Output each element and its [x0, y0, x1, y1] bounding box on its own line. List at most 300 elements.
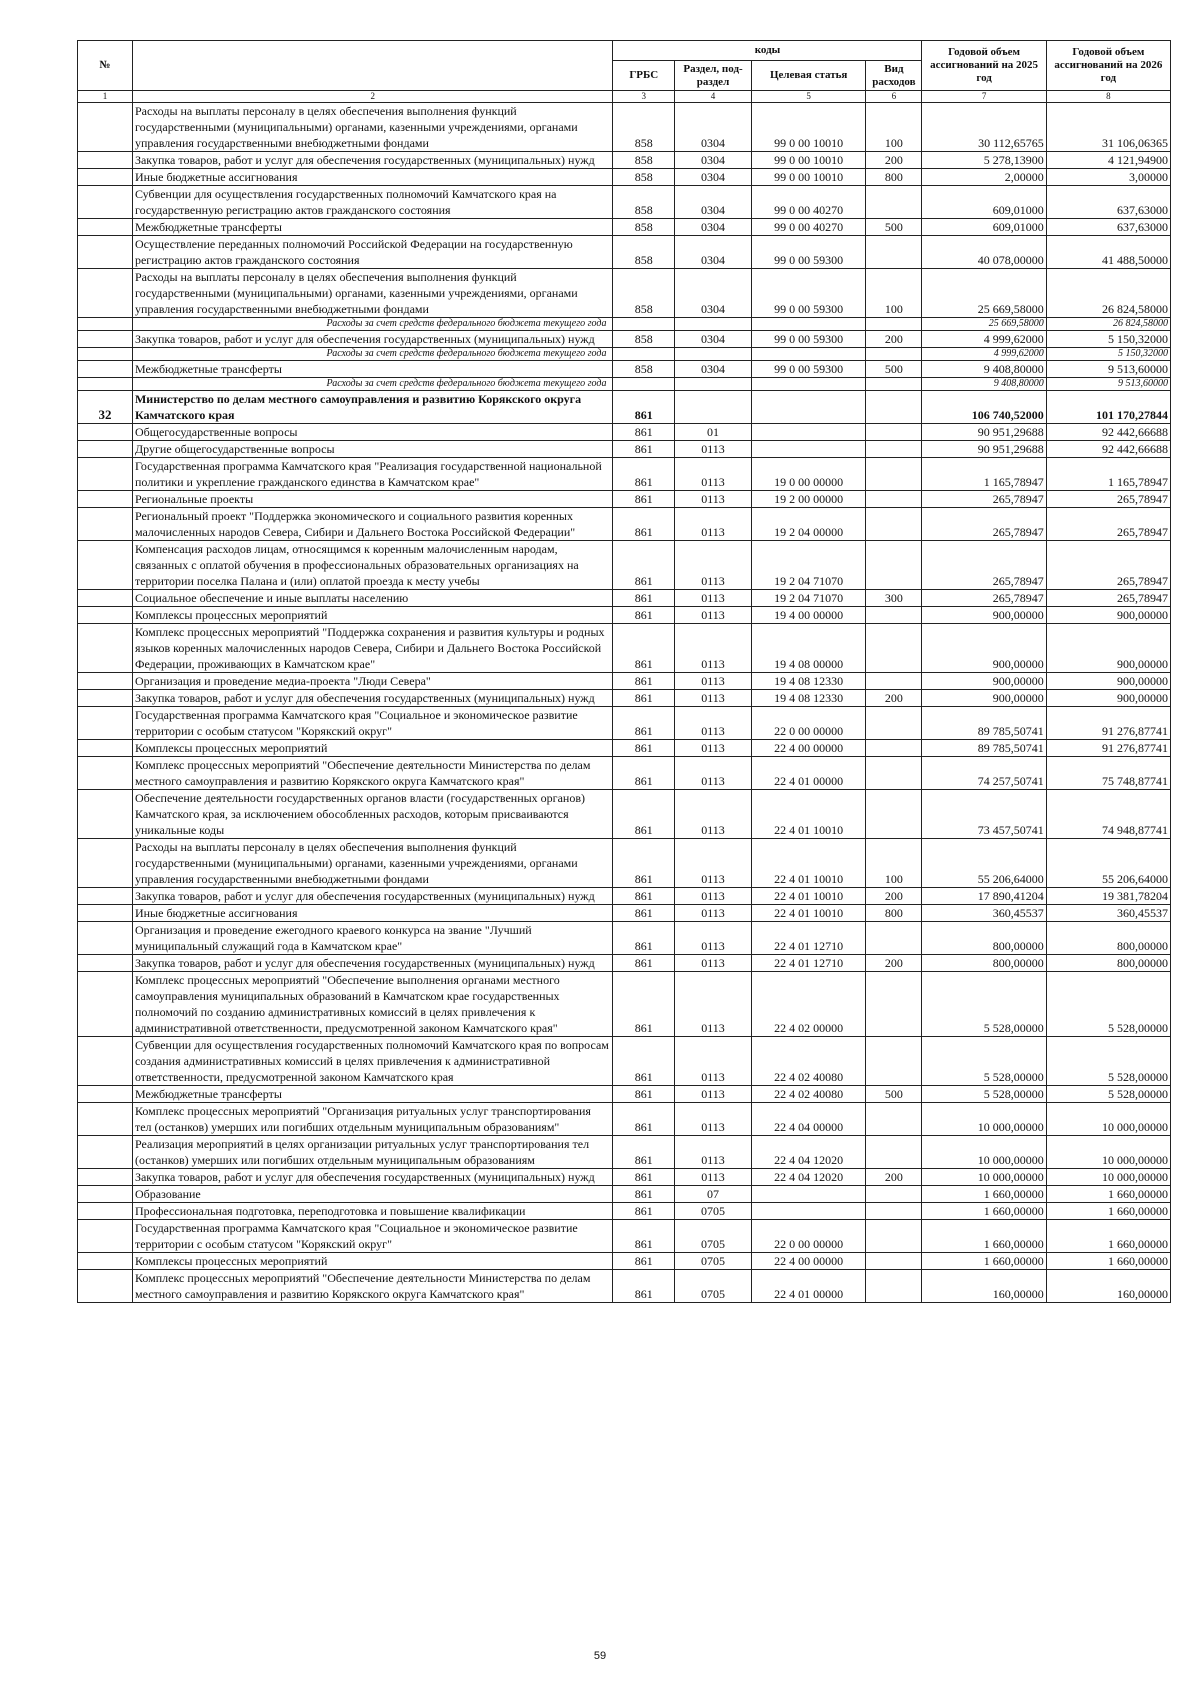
expense-name-cell: Государственная программа Камчатского края "Социальное и экономическое развитие территории с особым статусом "Корякский округ" [132, 707, 613, 740]
expense-name-cell: Закупка товаров, работ и услуг для обеспечения государственных (муниципальных) нужд [132, 152, 613, 169]
target-article-cell [752, 1186, 866, 1203]
expense-type-cell [866, 740, 922, 757]
table-row [78, 441, 1171, 458]
grbs-cell: 861 [613, 955, 675, 972]
amount-2025-cell: 25 669,58000 [922, 269, 1046, 318]
table-row [78, 458, 1171, 491]
amount-2026-cell: 5 150,32000 [1046, 331, 1170, 348]
expense-type-cell: 200 [866, 690, 922, 707]
expense-name-cell: Министерство по делам местного самоуправления и развитию Корякского округа Камчатского края [132, 391, 613, 424]
table-row [78, 673, 1171, 690]
grbs-cell: 858 [613, 331, 675, 348]
target-article-cell: 22 4 01 10010 [752, 905, 866, 922]
razdel-cell [675, 391, 752, 424]
table-row [78, 1037, 1171, 1086]
amount-2025-cell: 9 408,80000 [922, 361, 1046, 378]
amount-2025-cell: 89 785,50741 [922, 707, 1046, 740]
amount-2026-cell: 900,00000 [1046, 624, 1170, 673]
expense-type-cell: 200 [866, 888, 922, 905]
amount-2025-cell: 5 278,13900 [922, 152, 1046, 169]
expense-type-cell [866, 348, 922, 361]
expense-name-cell: Межбюджетные трансферты [132, 361, 613, 378]
amount-2025-cell: 609,01000 [922, 186, 1046, 219]
expense-name-cell: Расходы за счет средств федерального бюджета текущего года [132, 318, 613, 331]
grbs-cell: 861 [613, 888, 675, 905]
target-article-cell: 22 4 02 40080 [752, 1086, 866, 1103]
amount-2026-cell: 900,00000 [1046, 673, 1170, 690]
row-number-cell [78, 491, 133, 508]
target-article-cell: 22 4 00 00000 [752, 1253, 866, 1270]
amount-2026-cell: 1 660,00000 [1046, 1220, 1170, 1253]
target-article-cell: 22 4 02 40080 [752, 1037, 866, 1086]
target-article-cell [752, 1203, 866, 1220]
row-number-cell [78, 624, 133, 673]
amount-2025-cell: 4 999,62000 [922, 331, 1046, 348]
amount-2026-cell: 265,78947 [1046, 541, 1170, 590]
row-number-cell [78, 508, 133, 541]
table-row [78, 590, 1171, 607]
razdel-cell: 0113 [675, 905, 752, 922]
amount-2026-cell: 5 528,00000 [1046, 972, 1170, 1037]
grbs-cell: 861 [613, 690, 675, 707]
table-row [78, 839, 1171, 888]
expense-name-cell: Субвенции для осуществления государственных полномочий Камчатского края по вопросам создания административных комиссий в целях привлечения к административной ответственности, предусмотренной законом Камчатского края [132, 1037, 613, 1086]
expense-type-cell [866, 236, 922, 269]
table-row [78, 424, 1171, 441]
expense-type-cell [866, 707, 922, 740]
page-number: 59 [593, 1650, 607, 1662]
amount-2025-cell: 9 408,80000 [922, 378, 1046, 391]
razdel-cell: 0705 [675, 1270, 752, 1303]
target-article-cell: 19 2 00 00000 [752, 491, 866, 508]
grbs-cell: 861 [613, 607, 675, 624]
expense-name-cell: Государственная программа Камчатского края "Социальное и экономическое развитие территории с особым статусом "Корякский округ" [132, 1220, 613, 1253]
amount-2025-cell: 360,45537 [922, 905, 1046, 922]
grbs-cell [613, 318, 675, 331]
grbs-cell: 861 [613, 1103, 675, 1136]
target-article-cell [752, 441, 866, 458]
row-number-cell [78, 590, 133, 607]
grbs-cell: 861 [613, 491, 675, 508]
expense-type-cell: 500 [866, 219, 922, 236]
row-number-cell [78, 152, 133, 169]
grbs-cell: 861 [613, 740, 675, 757]
amount-2026-cell: 55 206,64000 [1046, 839, 1170, 888]
grbs-cell: 861 [613, 624, 675, 673]
table-row [78, 219, 1171, 236]
grbs-cell: 861 [613, 424, 675, 441]
table-row [78, 1203, 1171, 1220]
row-number-cell [78, 1186, 133, 1203]
row-number-cell [78, 690, 133, 707]
expense-name-cell: Реализация мероприятий в целях организации ритуальных услуг транспортирования тел (останков) умерших или погибших отдельным муниципальным образованиям [132, 1136, 613, 1169]
razdel-cell: 0113 [675, 590, 752, 607]
table-row [78, 972, 1171, 1037]
row-number-cell: 32 [78, 391, 133, 424]
row-number-cell [78, 458, 133, 491]
expense-name-cell: Закупка товаров, работ и услуг для обеспечения государственных (муниципальных) нужд [132, 1169, 613, 1186]
expense-name-cell: Профессиональная подготовка, переподготовка и повышение квалификации [132, 1203, 613, 1220]
amount-2025-cell: 160,00000 [922, 1270, 1046, 1303]
razdel-cell [675, 378, 752, 391]
amount-2025-cell: 5 528,00000 [922, 1037, 1046, 1086]
razdel-cell: 0705 [675, 1203, 752, 1220]
expense-type-cell: 300 [866, 590, 922, 607]
row-number-cell [78, 839, 133, 888]
amount-2026-cell: 5 528,00000 [1046, 1086, 1170, 1103]
amount-2026-cell: 160,00000 [1046, 1270, 1170, 1303]
row-number-cell [78, 169, 133, 186]
target-article-cell: 19 2 04 71070 [752, 590, 866, 607]
expense-type-cell [866, 922, 922, 955]
table-row [78, 905, 1171, 922]
target-article-cell: 22 4 01 12710 [752, 922, 866, 955]
amount-2026-cell: 637,63000 [1046, 186, 1170, 219]
colnum: 4 [675, 91, 752, 103]
razdel-cell: 0304 [675, 152, 752, 169]
amount-2025-cell: 10 000,00000 [922, 1169, 1046, 1186]
amount-2026-cell: 74 948,87741 [1046, 790, 1170, 839]
expense-name-cell: Комплекс процессных мероприятий "Обеспечение деятельности Министерства по делам местного самоуправления и развитию Корякского округа Камчатского края" [132, 1270, 613, 1303]
amount-2025-cell: 265,78947 [922, 491, 1046, 508]
table-header [78, 41, 1171, 103]
expense-type-cell: 200 [866, 331, 922, 348]
row-number-cell [78, 1270, 133, 1303]
amount-2025-cell: 17 890,41204 [922, 888, 1046, 905]
amount-2026-cell: 900,00000 [1046, 690, 1170, 707]
razdel-cell: 0113 [675, 673, 752, 690]
grbs-cell: 861 [613, 839, 675, 888]
grbs-cell: 861 [613, 1270, 675, 1303]
table-row [78, 152, 1171, 169]
target-article-cell: 99 0 00 10010 [752, 103, 866, 152]
amount-2025-cell: 10 000,00000 [922, 1136, 1046, 1169]
row-number-cell [78, 186, 133, 219]
grbs-cell: 861 [613, 1220, 675, 1253]
razdel-cell: 0113 [675, 972, 752, 1037]
expense-name-cell: Комплексы процессных мероприятий [132, 740, 613, 757]
amount-2026-cell: 1 165,78947 [1046, 458, 1170, 491]
amount-2026-cell: 91 276,87741 [1046, 707, 1170, 740]
row-number-cell [78, 541, 133, 590]
expense-type-cell [866, 972, 922, 1037]
expense-type-cell [866, 541, 922, 590]
amount-2026-cell: 9 513,60000 [1046, 361, 1170, 378]
grbs-cell: 861 [613, 1203, 675, 1220]
amount-2025-cell: 55 206,64000 [922, 839, 1046, 888]
expense-type-cell [866, 378, 922, 391]
table-row [78, 690, 1171, 707]
razdel-cell: 0113 [675, 1086, 752, 1103]
amount-2026-cell: 637,63000 [1046, 219, 1170, 236]
row-number-cell [78, 1136, 133, 1169]
expense-type-cell [866, 1103, 922, 1136]
razdel-cell: 0113 [675, 458, 752, 491]
expense-type-cell [866, 1186, 922, 1203]
amount-2025-cell: 1 660,00000 [922, 1186, 1046, 1203]
row-number-cell [78, 103, 133, 152]
expense-type-cell: 500 [866, 361, 922, 378]
expense-type-cell [866, 391, 922, 424]
grbs-cell: 861 [613, 1169, 675, 1186]
grbs-cell: 861 [613, 790, 675, 839]
target-article-cell: 19 4 08 00000 [752, 624, 866, 673]
razdel-cell: 0113 [675, 888, 752, 905]
table-row [78, 541, 1171, 590]
row-number-cell [78, 378, 133, 391]
row-number-cell [78, 888, 133, 905]
amount-2025-cell: 90 951,29688 [922, 441, 1046, 458]
row-number-cell [78, 757, 133, 790]
razdel-cell: 0113 [675, 790, 752, 839]
header-no: № [78, 41, 133, 91]
expense-name-cell: Организация и проведение ежегодного краевого конкурса на звание "Лучший муниципальный служащий года в Камчатском крае" [132, 922, 613, 955]
expense-type-cell: 100 [866, 269, 922, 318]
amount-2025-cell: 90 951,29688 [922, 424, 1046, 441]
amount-2026-cell: 900,00000 [1046, 607, 1170, 624]
expense-name-cell: Комплекс процессных мероприятий "Организация ритуальных услуг транспортирования тел (останков) умерших или погибших отдельным муниципальным образованиям" [132, 1103, 613, 1136]
amount-2026-cell: 265,78947 [1046, 590, 1170, 607]
target-article-cell: 19 2 04 00000 [752, 508, 866, 541]
expense-name-cell: Закупка товаров, работ и услуг для обеспечения государственных (муниципальных) нужд [132, 331, 613, 348]
razdel-cell: 0113 [675, 607, 752, 624]
grbs-cell: 861 [613, 1136, 675, 1169]
amount-2026-cell: 31 106,06365 [1046, 103, 1170, 152]
target-article-cell: 22 4 01 10010 [752, 790, 866, 839]
table-row [78, 1270, 1171, 1303]
row-number-cell [78, 219, 133, 236]
razdel-cell: 0304 [675, 236, 752, 269]
amount-2026-cell: 75 748,87741 [1046, 757, 1170, 790]
razdel-cell: 0113 [675, 541, 752, 590]
razdel-cell [675, 348, 752, 361]
expense-name-cell: Закупка товаров, работ и услуг для обеспечения государственных (муниципальных) нужд [132, 888, 613, 905]
amount-2025-cell: 5 528,00000 [922, 972, 1046, 1037]
table-row [78, 1186, 1171, 1203]
target-article-cell: 99 0 00 59300 [752, 331, 866, 348]
grbs-cell: 858 [613, 219, 675, 236]
target-article-cell: 19 4 00 00000 [752, 607, 866, 624]
grbs-cell: 861 [613, 441, 675, 458]
target-article-cell: 22 4 00 00000 [752, 740, 866, 757]
target-article-cell: 99 0 00 59300 [752, 361, 866, 378]
razdel-cell: 0113 [675, 491, 752, 508]
expense-name-cell: Межбюджетные трансферты [132, 1086, 613, 1103]
amount-2025-cell: 1 660,00000 [922, 1203, 1046, 1220]
row-number-cell [78, 1037, 133, 1086]
row-number-cell [78, 318, 133, 331]
table-row [78, 607, 1171, 624]
expense-type-cell [866, 318, 922, 331]
amount-2025-cell: 900,00000 [922, 690, 1046, 707]
expense-type-cell [866, 424, 922, 441]
razdel-cell: 0705 [675, 1220, 752, 1253]
expense-name-cell: Иные бюджетные ассигнования [132, 905, 613, 922]
target-article-cell: 99 0 00 40270 [752, 186, 866, 219]
colnum: 3 [613, 91, 675, 103]
row-number-cell [78, 1103, 133, 1136]
amount-2025-cell: 265,78947 [922, 590, 1046, 607]
colnum: 6 [866, 91, 922, 103]
expense-type-cell: 100 [866, 103, 922, 152]
razdel-cell: 0113 [675, 740, 752, 757]
target-article-cell: 22 4 01 10010 [752, 839, 866, 888]
expense-type-cell [866, 757, 922, 790]
expense-type-cell [866, 607, 922, 624]
amount-2026-cell: 3,00000 [1046, 169, 1170, 186]
target-article-cell [752, 318, 866, 331]
grbs-cell: 858 [613, 169, 675, 186]
amount-2026-cell: 19 381,78204 [1046, 888, 1170, 905]
grbs-cell [613, 378, 675, 391]
razdel-cell: 0113 [675, 1037, 752, 1086]
colnum: 8 [1046, 91, 1170, 103]
grbs-cell: 861 [613, 673, 675, 690]
amount-2026-cell: 92 442,66688 [1046, 441, 1170, 458]
amount-2026-cell: 4 121,94900 [1046, 152, 1170, 169]
expense-type-cell [866, 458, 922, 491]
target-article-cell: 99 0 00 10010 [752, 169, 866, 186]
table-row [78, 186, 1171, 219]
razdel-cell [675, 318, 752, 331]
expense-name-cell: Расходы на выплаты персоналу в целях обеспечения выполнения функций государственными (муниципальными) органами, казенными учреждениями, органами управления государственными внебюджетными фондами [132, 269, 613, 318]
expense-type-cell [866, 624, 922, 673]
grbs-cell: 858 [613, 103, 675, 152]
target-article-cell: 19 4 08 12330 [752, 673, 866, 690]
amount-2025-cell: 2,00000 [922, 169, 1046, 186]
expense-name-cell: Межбюджетные трансферты [132, 219, 613, 236]
razdel-cell: 0304 [675, 169, 752, 186]
grbs-cell: 858 [613, 186, 675, 219]
razdel-cell: 0113 [675, 707, 752, 740]
amount-2025-cell: 1 165,78947 [922, 458, 1046, 491]
grbs-cell: 861 [613, 1086, 675, 1103]
expense-type-cell [866, 1037, 922, 1086]
expense-name-cell: Компенсация расходов лицам, относящимся к коренным малочисленным народам, связанных с оплатой обучения в профессиональных образовательных организациях на территории поселка Палана и (или) оплатой проезда к месту учебы [132, 541, 613, 590]
table-row [78, 331, 1171, 348]
expense-name-cell: Закупка товаров, работ и услуг для обеспечения государственных (муниципальных) нужд [132, 955, 613, 972]
expense-name-cell: Комплекс процессных мероприятий "Обеспечение выполнения органами местного самоуправления муниципальных образований в Камчатском крае государственных полномочий по созданию административных комиссий в целях привлечения к административной ответственности, предусмотренной законом Камчатского края" [132, 972, 613, 1037]
table-row [78, 740, 1171, 757]
table-row [78, 922, 1171, 955]
amount-2025-cell: 800,00000 [922, 922, 1046, 955]
grbs-cell: 861 [613, 905, 675, 922]
amount-2025-cell: 900,00000 [922, 624, 1046, 673]
amount-2026-cell: 5 528,00000 [1046, 1037, 1170, 1086]
amount-2025-cell: 30 112,65765 [922, 103, 1046, 152]
target-article-cell [752, 348, 866, 361]
row-number-cell [78, 1203, 133, 1220]
target-article-cell: 22 4 01 10010 [752, 888, 866, 905]
grbs-cell: 861 [613, 458, 675, 491]
table-row [78, 1103, 1171, 1136]
target-article-cell: 22 4 04 12020 [752, 1136, 866, 1169]
amount-2025-cell: 10 000,00000 [922, 1103, 1046, 1136]
amount-2025-cell: 89 785,50741 [922, 740, 1046, 757]
amount-2025-cell: 74 257,50741 [922, 757, 1046, 790]
expense-name-cell: Другие общегосударственные вопросы [132, 441, 613, 458]
row-number-cell [78, 1169, 133, 1186]
razdel-cell: 0113 [675, 955, 752, 972]
amount-2026-cell: 10 000,00000 [1046, 1169, 1170, 1186]
razdel-cell: 01 [675, 424, 752, 441]
federal-budget-row [78, 348, 1171, 361]
target-article-cell: 22 4 01 00000 [752, 757, 866, 790]
target-article-cell [752, 424, 866, 441]
header-tselevaya: Целевая статья [752, 61, 866, 91]
amount-2026-cell: 265,78947 [1046, 491, 1170, 508]
table-row [78, 1086, 1171, 1103]
expense-type-cell: 200 [866, 152, 922, 169]
amount-2026-cell: 800,00000 [1046, 955, 1170, 972]
amount-2026-cell: 26 824,58000 [1046, 318, 1170, 331]
colnum: 1 [78, 91, 133, 103]
razdel-cell: 0113 [675, 1103, 752, 1136]
razdel-cell: 0113 [675, 839, 752, 888]
amount-2025-cell: 25 669,58000 [922, 318, 1046, 331]
expense-name-cell: Расходы на выплаты персоналу в целях обеспечения выполнения функций государственными (муниципальными) органами, казенными учреждениями, органами управления государственными внебюджетными фондами [132, 839, 613, 888]
expense-name-cell: Общегосударственные вопросы [132, 424, 613, 441]
header-grbs: ГРБС [613, 61, 675, 91]
expense-name-cell: Образование [132, 1186, 613, 1203]
expense-type-cell [866, 1253, 922, 1270]
row-number-cell [78, 607, 133, 624]
grbs-cell: 861 [613, 972, 675, 1037]
expense-type-cell: 200 [866, 1169, 922, 1186]
grbs-cell: 861 [613, 508, 675, 541]
expense-name-cell: Расходы за счет средств федерального бюджета текущего года [132, 378, 613, 391]
expense-type-cell [866, 508, 922, 541]
grbs-cell: 861 [613, 391, 675, 424]
expense-name-cell: Закупка товаров, работ и услуг для обеспечения государственных (муниципальных) нужд [132, 690, 613, 707]
expense-type-cell [866, 1270, 922, 1303]
grbs-cell: 861 [613, 1186, 675, 1203]
expense-name-cell: Иные бюджетные ассигнования [132, 169, 613, 186]
expense-name-cell: Региональные проекты [132, 491, 613, 508]
expense-type-cell: 800 [866, 169, 922, 186]
expense-type-cell [866, 1136, 922, 1169]
target-article-cell: 99 0 00 40270 [752, 219, 866, 236]
table-row [78, 508, 1171, 541]
amount-2025-cell: 73 457,50741 [922, 790, 1046, 839]
grbs-cell [613, 348, 675, 361]
expense-type-cell [866, 186, 922, 219]
table-row [78, 103, 1171, 152]
row-number-cell [78, 790, 133, 839]
grbs-cell: 858 [613, 236, 675, 269]
header-vid: Вид расходов [866, 61, 922, 91]
razdel-cell: 0304 [675, 269, 752, 318]
amount-2026-cell: 1 660,00000 [1046, 1203, 1170, 1220]
razdel-cell: 07 [675, 1186, 752, 1203]
grbs-cell: 858 [613, 361, 675, 378]
table-row [78, 757, 1171, 790]
expense-name-cell: Комплекс процессных мероприятий "Обеспечение деятельности Министерства по делам местного самоуправления и развитию Корякского округа Камчатского края" [132, 757, 613, 790]
razdel-cell: 0113 [675, 1169, 752, 1186]
amount-2026-cell: 41 488,50000 [1046, 236, 1170, 269]
target-article-cell: 99 0 00 59300 [752, 269, 866, 318]
row-number-cell [78, 361, 133, 378]
table-row [78, 790, 1171, 839]
amount-2025-cell: 265,78947 [922, 508, 1046, 541]
row-number-cell [78, 673, 133, 690]
grbs-cell: 858 [613, 152, 675, 169]
table-row [78, 955, 1171, 972]
amount-2025-cell: 900,00000 [922, 673, 1046, 690]
row-number-cell [78, 707, 133, 740]
amount-2025-cell: 609,01000 [922, 219, 1046, 236]
table-row [78, 169, 1171, 186]
